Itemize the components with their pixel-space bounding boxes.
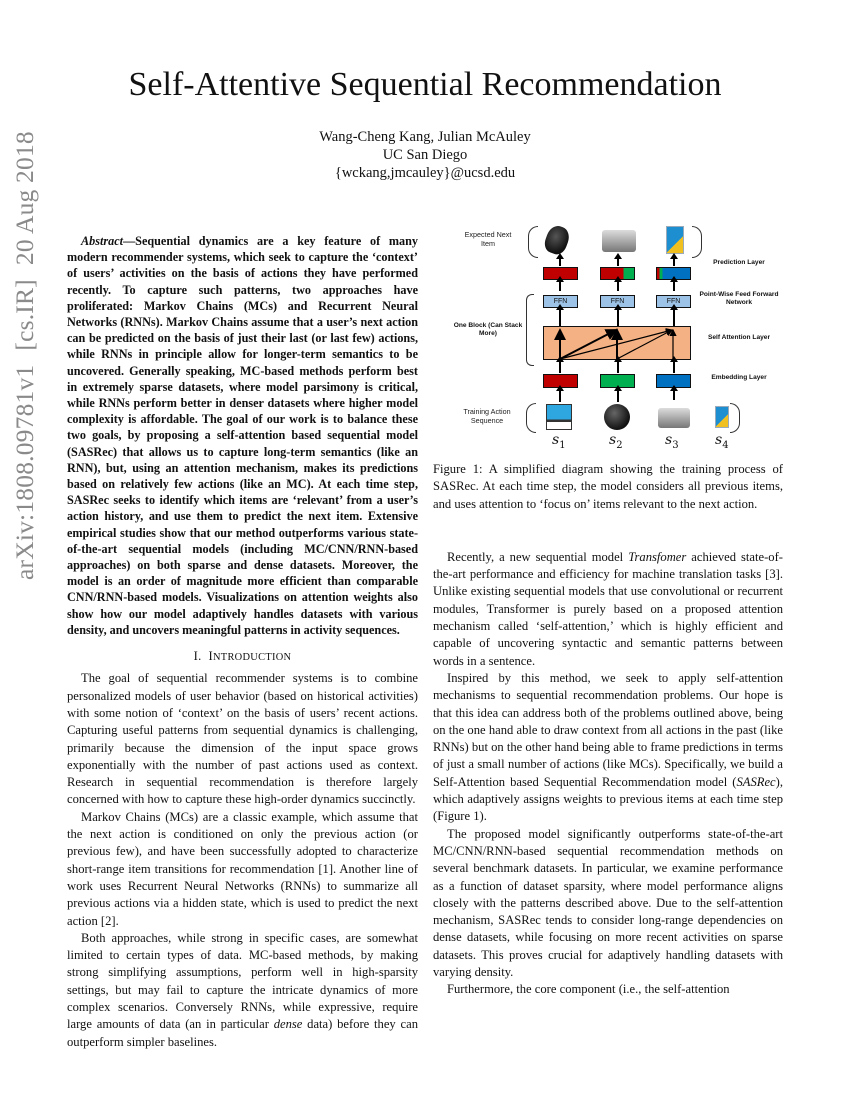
figure-1-diagram xyxy=(440,218,785,456)
section-heading-introduction: I. INTRODUCTION xyxy=(193,649,292,664)
label-expected-next-item: Expected Next Item xyxy=(464,230,512,248)
brace-expected-left xyxy=(528,226,538,258)
intro-paragraph-6: The proposed model significantly outperforms state-of-the-art MC/CNN/RNN-based sequential recommendation methods on several benchmark datasets. In particular, we examine performance as a function of dataset sparsity, where model performance aligns closely with the patterns described above. Due to the self-attention mechanism, SASRec tends to consider long-range dependencies on dense datasets, while focusing on more recent activities on sparse datasets. This proves crucial for adaptively handling datasets with varying density. xyxy=(433,826,783,980)
arrow-up-icon xyxy=(673,390,675,400)
label-one-block: One Block (Can Stack More) xyxy=(453,322,523,337)
sequence-label-s2: $s_2$ xyxy=(609,432,623,451)
brace-one-block xyxy=(526,294,534,366)
paper-title: Self-Attentive Sequential Recommendation xyxy=(128,66,722,103)
arrow-up-icon xyxy=(559,361,561,373)
email: {wckang,jmcauley}@ucsd.edu xyxy=(334,165,516,181)
ffn-box-2: FFN xyxy=(600,295,635,308)
intro-paragraph-1: The goal of sequential recommender systems is to combine personalized models of user behavior (based on historical activities) with some notion of ‘context’ on the basis of users’ recent actions. Capturing useful patterns from sequential dynamics is challenging, primarily because the dimension of the input space grows exponentially with the number of past actions used as context. Research in sequential recommendation is therefore largely concerned with how to capture these high-order dynamics succinctly. xyxy=(67,671,418,807)
intro-paragraph-4: Recently, a new sequential model Transfomer achieved state-of-the-art performance and efficiency for machine translation tasks [3]. Unlike existing sequential models that use convolutional or recurrent modules, Transformer is purely based on a proposed attention mechanism called ‘self-attention,’ which is highly efficient and capable of uncovering syntactic and semantic patterns between words in a sentence. xyxy=(433,549,783,668)
arrow-up-icon xyxy=(559,281,561,291)
brace-training-right xyxy=(730,403,740,433)
intro-paragraph-5: Inspired by this method, we seek to apply self-attention mechanisms to sequential recommendation problems. Our hope is that this idea can address both of the problems outlined above, being on the one hand able to draw context from all actions in the past (like RNNs) but on the other hand being able to frame predictions in terms of just a small number of actions (like MCs). Specifically, we build a Self-Attention based Sequential Recommendation model (SASRec), which adaptively assigns weights to previous items at each time step (Figure 1). xyxy=(433,670,783,824)
abstract-text: —Sequential dynamics are a key feature of many modern recommender systems, which seek to capture the ‘context’ of users’ activities on the basis of actions they have performed recently. To capture such patterns, two approaches have proliferated: Markov Chains (MCs) and Recurrent Neural Networks (RNNs). Markov Chains assume that a user’s next action can be predicted on the basis of just their last (or last few) actions, while RNNs in principle allow for longer-term semantics to be uncovered. Generally speaking, MC-based methods perform best in extremely sparse datasets, where model parsimony is critical, while RNNs perform better in denser datasets where higher model complexity is affordable. The goal of our work is to balance these two goals, by proposing a self-attention based sequential model (SASRec) that allows us to capture long-term semantics (like an RNN), but, using an attention mechanism, makes its predictions based on relatively few actions (like an MC). At each time step, SASRec seeks to identify which items are ‘relevant’ from a user’s action history, and use them to predict the next item. Extensive empirical studies show that our method outperforms various state-of-the-art sequential models (including MC/CNN/RNN-based approaches) on both sparse and dense datasets. Moreover, the model is an order of magnitude more efficient than comparable CNN/RNN-based models. Visualizations on attention weights also show how our model adaptively handles datasets with various density, and uncovers meaningful patterns in activity sequences. xyxy=(67,234,418,637)
arxiv-category: [cs.IR] xyxy=(10,279,39,351)
abstract xyxy=(67,233,418,638)
abstract-label: Abstract xyxy=(81,234,123,248)
author-names: Wang-Cheng Kang, Julian McAuley xyxy=(319,129,531,145)
arxiv-date: 20 Aug 2018 xyxy=(10,131,39,266)
arrow-up-icon xyxy=(559,309,561,326)
self-attention-box xyxy=(543,326,691,360)
affiliation: UC San Diego xyxy=(382,147,468,163)
arrow-up-icon xyxy=(559,258,561,266)
mouse-icon xyxy=(542,223,572,257)
left-column xyxy=(67,233,418,1051)
intro-paragraph-3: Both approaches, while strong in specific cases, are somewhat limited to certain types of data. MC-based methods, by making strong simplifying assumptions, perform well in high-sparsity settings, but may fail to capture the intricate dynamics of more complex scenarios. Conversely RNNs, while expressive, require large amounts of data (an in particular dense data) before they can outperform simpler baselines. xyxy=(67,930,418,1049)
label-ffn-layer: Point-Wise Feed Forward Network xyxy=(699,291,779,306)
label-attention-layer: Self Attention Layer xyxy=(707,334,771,341)
arrow-up-icon xyxy=(673,281,675,291)
arrow-up-icon xyxy=(673,258,675,266)
arrow-up-icon xyxy=(559,390,561,402)
arrow-up-icon xyxy=(617,390,619,402)
arrow-up-icon xyxy=(617,309,619,326)
arrow-up-icon xyxy=(617,258,619,266)
arrow-up-icon xyxy=(617,281,619,291)
label-prediction-layer: Prediction Layer xyxy=(713,259,765,266)
software-box-icon xyxy=(715,406,729,428)
software-box-icon xyxy=(666,226,684,254)
computer-icon xyxy=(546,404,572,430)
author-block xyxy=(0,128,850,182)
arxiv-id: arXiv:1808.09781v1 xyxy=(10,364,39,580)
sequence-label-s3: $s_3$ xyxy=(665,432,679,451)
arrow-up-icon xyxy=(617,361,619,373)
brace-expected-right xyxy=(692,226,702,258)
ffn-box-3: FFN xyxy=(656,295,691,308)
intro-paragraph-7: Furthermore, the core component (i.e., the self-attention xyxy=(447,982,730,997)
right-column xyxy=(433,461,783,999)
label-training-action-sequence: Training Action Sequence xyxy=(463,407,511,425)
figure-1-caption: Figure 1: A simplified diagram showing the training process of SASRec. At each time step, the model considers all previous items, and uses attention to ‘focus on’ items relevant to the next action. xyxy=(433,462,783,511)
printer-icon xyxy=(602,230,636,252)
brace-training-left xyxy=(526,403,536,433)
intro-paragraph-2: Markov Chains (MCs) are a classic example, which assume that the next action is conditioned on only the previous action (or previous few), and have been successfully adopted to characterize short-range item transitions for recommendation [1]. Another line of work uses Recurrent Neural Networks (RNNs) to summarize all previous actions via a hidden state, which is used to predict the next action [2]. xyxy=(67,809,418,928)
sequence-label-s1: $s_1$ xyxy=(552,432,566,451)
attention-arrows-icon xyxy=(543,326,691,360)
arrow-up-icon xyxy=(673,361,675,373)
sequence-label-s4: $s_4$ xyxy=(715,432,729,451)
printer-icon xyxy=(658,408,690,428)
arxiv-stamp xyxy=(10,117,40,580)
ffn-box-1: FFN xyxy=(543,295,578,308)
label-embedding-layer: Embedding Layer xyxy=(711,374,767,381)
arrow-up-icon xyxy=(673,309,675,326)
mouse-icon xyxy=(604,404,630,430)
